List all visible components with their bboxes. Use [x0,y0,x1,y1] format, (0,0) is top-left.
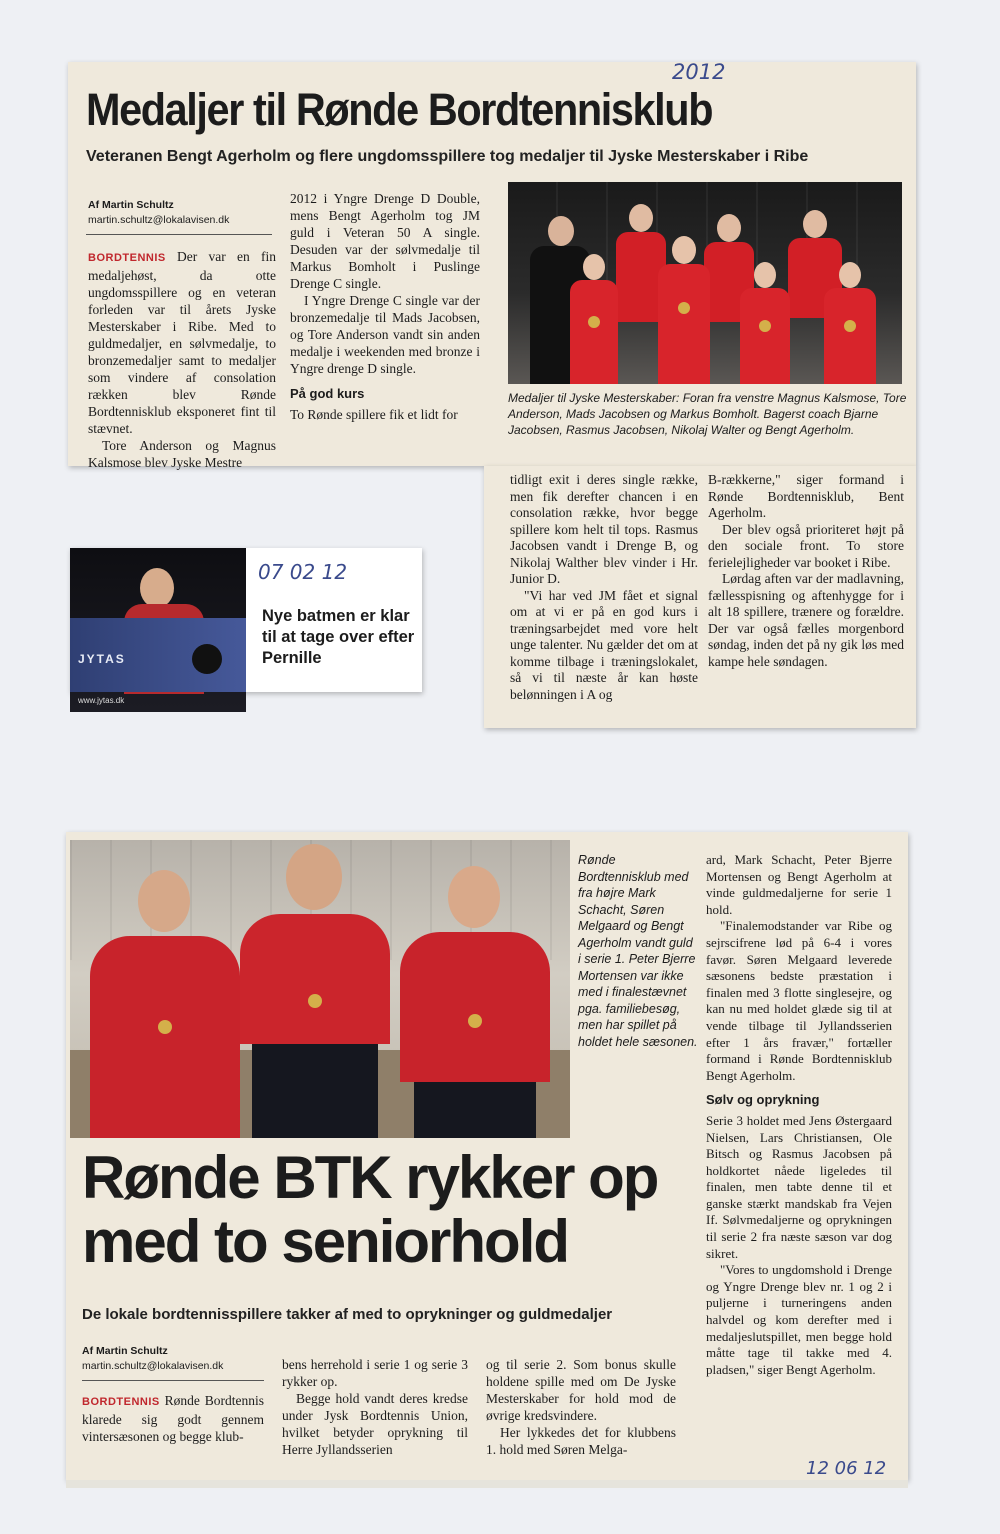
paddle-icon [192,644,222,674]
subheadline-medaljer: Veteranen Bengt Agerholm og flere ungdomsspillere tog medaljer til Jyske Mesterskaber i Ribe [86,148,809,165]
byline-email: martin.schultz@lokalavisen.dk [88,214,230,226]
jytas-logo: JYTAS [78,652,126,666]
subheadline-seniorhold: De lokale bordtennisspillere takker af med to oprykninger og guldmedaljer [82,1306,613,1323]
person-front-2 [658,236,710,384]
article-column-1 [82,1392,264,1445]
divider [86,234,272,235]
photo-senior-team [70,840,570,1138]
paragraph: 2012 i Yngre Drenge D Double, mens Bengt Agerholm tog JM guld i Veteran 50 A single. Desuden var der sølvmedalje til Markus Bomholt i Puslinge Drenge C single. [290,191,480,291]
person-front-4 [824,262,876,384]
person-front-1 [570,254,618,384]
paragraph: "Finalemodstander var Ribe og sejrscifrene lød på 6-4 i vores favør. Søren Melgaard leverede sæsonens bedste præstation i finalen med 3 flotte singlesejre, og kan nu med holdet glæde sig til at vende tilbage til Jyllandsserien efter 1 års fravær," fortæller formand i Rønde Bordtennisklub Bengt Agerholm. [706,918,892,1083]
article-column-3 [510,472,698,703]
paragraph: Serie 3 holdet med Jens Østergaard Nielsen, Lars Christiansen, Ole Bitsch og Rasmus Jacobsen på holdkortet nåede ligeledes til finalen, men tabte denne til et ganske stærkt mandskab fra Vejen If. Sølvmedaljerne og oprykningen til serie 2 fra næste sæson var dog sikret. [706,1112,892,1261]
paragraph: B-rækkerne," siger formand i Rønde Bordtennisklub, Bent Agerholm. [708,472,904,520]
article-column-2 [282,1356,468,1458]
photo-player-pernille [70,548,246,712]
paragraph: To Rønde spillere fik et lidt for [290,407,458,422]
person-front-3 [740,262,790,384]
byline-clip1 [88,198,229,228]
teaser-nye-batmen: Nye batmen er klar til at tage over efter Pernille [262,607,415,667]
person-senior-left [90,870,240,1138]
clipping-bottom-strip [66,1480,908,1488]
person-senior-middle [240,844,390,1138]
handwritten-date-2012: 2012 [672,60,726,84]
paragraph: bens herrehold i serie 1 og serie 3 rykker op. [282,1357,468,1389]
article-column-2 [290,190,480,423]
handwritten-date-070212: 07 02 12 [258,560,348,584]
paragraph-lead: Der var en fin medaljehøst, da otte ungdomsspillere og en veteran forleden var til årets Jyske Mesterskaber i Ribe. Med to guldmedaljer, en sølvmedalje, to bronzemedaljer samt to medaljer som vindere af consolation rækken blev Rønde Bordtennisklub eksponeret fint til stævnet. [88,249,276,436]
paragraph: tidligt exit i deres single række, men fik derefter chancen i en consolation række, hvor begge spillere kom helt til tops. Rasmus Jacobsen vandt i Drenge B, og Nikolaj Walther blev vinder i Hr. Junior D. [510,472,698,586]
paragraph: og til serie 2. Som bonus skulle holdene spille med om De Jyske Mesterskaber for hold mod de øvrige kredsvindere. [486,1357,676,1423]
paragraph: I Yngre Drenge C single var der bronzemedalje til Mads Jacobsen, og Tore Anderson vandt sin anden medalje i weekenden med bronze i Yngre drenge D single. [290,293,480,376]
paragraph-lead: Rønde Bordtennis klarede sig godt gennem vintersæsonen og begge klub- [82,1393,264,1444]
byline-name: Af Martin Schultz [82,1345,168,1357]
paragraph: Her lykkedes det for klubbens 1. hold med Søren Melga- [486,1425,676,1457]
paragraph: Begge hold vandt deres kredse under Jysk Bordtennis Union, hvilket betyder oprykning til Herre Jyllandsserien [282,1391,468,1457]
kicker-bordtennis: BORDTENNIS [82,1396,160,1408]
article-column-4 [706,852,892,1378]
article-column-3 [486,1356,676,1458]
photo-caption-seniors: Rønde Bordtennisklub med fra højre Mark Schacht, Søren Melgaard og Bengt Agerholm vandt guld i serie 1. Peter Bjerre Mortensen var ikke med i finalestævnet pga. familiebesøg, men har spillet på holdet hele sæsonen. [578,853,698,1049]
person-senior-right [400,866,550,1138]
byline-email: martin.schultz@lokalavisen.dk [82,1360,224,1372]
jytas-url: www.jytas.dk [78,696,125,705]
headline-medaljer: Medaljer til Rønde Bordtennisklub [86,84,713,135]
byline-name: Af Martin Schultz [88,199,174,211]
photo-caption-youth: Medaljer til Jyske Mesterskaber: Foran fra venstre Magnus Kalsmose, Tore Anderson, Mads Jacobsen og Markus Bomholt. Bagerst coach Bjarne Jacobsen, Rasmus Jacobsen, Nikolaj Walter og Bengt Agerholm. [508,391,907,437]
subhead-paa-god-kurs: På god kurs [290,386,365,401]
subhead-soelv-og-oprykning: Sølv og oprykning [706,1092,820,1108]
paragraph: "Vi har ved JM fået et signal om at vi er på en god kurs i træningsarbejdet med vore helt unge talenter. Nu gælder det om at komme tilbage i træningslokalet, så vi til næste år kan høste belønningen i A og [510,587,698,702]
kicker-bordtennis: BORDTENNIS [88,252,166,264]
paragraph: ard, Mark Schacht, Peter Bjerre Mortensen og Bengt Agerholm at vinde guldmedaljerne for serie 1 hold. [706,852,892,917]
byline-clip3 [82,1344,223,1374]
paragraph: Tore Anderson og Magnus Kalsmose blev Jyske Mestre [88,438,276,470]
paragraph: "Vores to ungdomshold i Drenge og Yngre Drenge blev nr. 1 og 2 i puljerne i turneringens anden halvdel og kom derefter med i medaljeslutspillet, men begge hold måtte tage til takke med 4. pladsen," siger Bengt Agerholm. [706,1262,892,1377]
headline-seniorhold: Rønde BTK rykker op med to seniorhold [82,1144,658,1275]
paragraph: Lørdag aften var der madlavning, fællesspisning og aftenhygge for i alt 18 spillere, trænere og forældre. Der var også fælles morgenbord søndag, inden det på ny gik løs med kampe hele søndagen. [708,571,904,669]
article-column-4 [708,472,904,670]
article-column-1 [88,248,276,471]
divider [82,1380,264,1381]
handwritten-date-120612: 12 06 12 [806,1458,887,1479]
paragraph: Der blev også prioriteret højt på den sociale front. To store ferielejligheder var booket i Ribe. [708,521,904,570]
photo-youth-team [508,182,902,384]
